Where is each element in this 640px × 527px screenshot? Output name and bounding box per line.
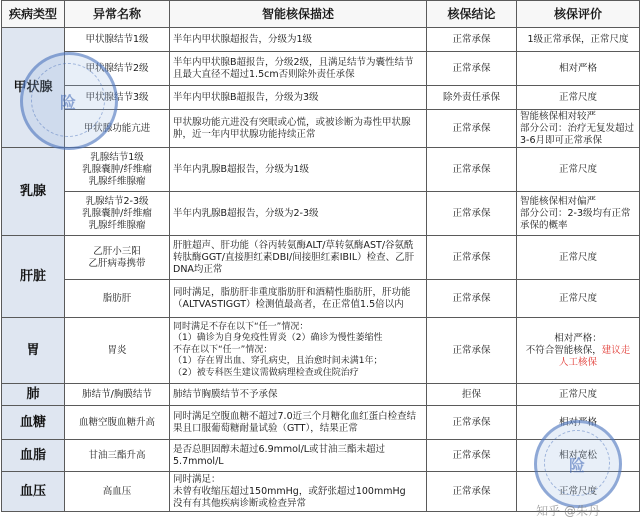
cell-conclusion: 正常承保 [427,440,517,472]
cell-conclusion: 正常承保 [427,148,517,192]
cell-eval: 相对严格 [517,52,640,86]
desc-line: （1）确诊为自身免疫性胃炎（2）确诊为慢性萎缩性 [173,333,383,344]
name-line: 乳腺结节2-3级 [85,195,149,207]
table-row [2,406,640,440]
cell-conclusion: 除外责任承保 [427,86,517,110]
table-row [2,280,640,318]
desc-line: （2）被专科医生建议需做病理检查或住院治疗 [173,367,359,378]
eval-line: 部分公司：治疗无复发超过 [520,122,635,134]
table-row [2,236,640,280]
cell-conclusion: 正常承保 [427,280,517,318]
cell-conclusion: 正常承保 [427,28,517,52]
eval-line: 承保的概率 [520,219,568,231]
cell-name: 甲状腺结节1级 [65,28,170,52]
category-glucose: 血糖 [2,406,65,440]
category-thyroid: 甲状腺 [2,28,65,148]
cell-desc: 半年内甲状腺B超报告，分级为3级 [170,86,427,110]
cell-desc: 肝脏超声、肝功能（谷丙转氨酶ALT/草转氨酶AST/谷氨酰转肽酶GGT/直接胆红素DBI/间接胆红素IBIL）检查、乙肝DNA均正常 [170,236,427,280]
cell-eval: 正常尺度 [517,472,640,512]
eval-line: 智能核保相对较严 [520,110,597,122]
cell-desc [170,472,427,512]
table-row [2,318,640,384]
eval-line: 部分公司：2-3级均有正常 [520,207,631,219]
cell-conclusion: 正常承保 [427,52,517,86]
header-description: 智能核保描述 [170,1,427,28]
table-row [2,148,640,192]
name-line: 乙肝小三阳 [93,245,141,257]
cell-conclusion: 正常承保 [427,110,517,148]
name-line: 乳腺纤维腺瘤 [88,175,146,187]
table-row [2,86,640,110]
cell-name: 高血压 [65,472,170,512]
cell-conclusion: 正常承保 [427,472,517,512]
category-stomach: 胃 [2,318,65,384]
category-pressure: 血压 [2,472,65,512]
table-row [2,52,640,86]
eval-highlight: 人工核保 [558,356,597,368]
eval-highlight: 建议走 [601,344,631,356]
table-row [2,440,640,472]
cell-eval [517,192,640,236]
cell-eval: 正常尺度 [517,148,640,192]
cell-eval [517,110,640,148]
eval-line: 3-6月即可正常承保 [520,134,603,146]
cell-desc: 半年内乳腺B超报告，分级为2-3级 [170,192,427,236]
table-row [2,472,640,512]
header-conclusion: 核保结论 [427,1,517,28]
table-row [2,192,640,236]
category-lipid: 血脂 [2,440,65,472]
seal-text: 险 [59,92,78,112]
cell-name: 甘油三酯升高 [65,440,170,472]
cell-eval [517,318,640,384]
cell-name: 血糖空腹血糖升高 [65,406,170,440]
eval-text: 不符合智能核保， [525,344,602,356]
cell-eval: 正常尺度 [517,280,640,318]
cell-name: 甲状腺结节3级 [65,86,170,110]
name-line: 乳腺囊肿/纤维瘤 [82,207,152,219]
header-evaluation: 核保评价 [517,1,640,28]
desc-line: 同时满足： [173,473,221,485]
desc-line: 同时满足不存在以下“任一”情况： [173,321,309,332]
cell-name: 甲状腺结节2级 [65,52,170,86]
cell-desc: 同时满足空腹血糖不超过7.0近三个月糖化血红蛋白检查结果且口服葡萄糖耐量试验（GTT），结果正常 [170,406,427,440]
cell-conclusion: 正常承保 [427,236,517,280]
category-breast: 乳腺 [2,148,65,236]
cell-eval: 1级正常承保，正常尺度 [517,28,640,52]
cell-desc: 半年内甲状腺超报告，分级为1级 [170,28,427,52]
table-row [2,110,640,148]
cell-name [65,148,170,192]
table-header-row [2,1,640,28]
cell-desc: 半年内甲状腺B超报告，分级2级，且满足结节为囊性结节且最大直径不超过1.5cm否则除外责任承保 [170,52,427,86]
underwriting-table [1,0,640,512]
table-row [2,28,640,52]
table-row [2,384,640,406]
cell-conclusion: 拒保 [427,384,517,406]
desc-line: 没有有其他疾病诊断或检查异常 [173,497,307,509]
cell-conclusion: 正常承保 [427,318,517,384]
cell-desc: 同时满足，脂肪肝非重度脂肪肝和酒精性脂肪肝，肝功能（ALTVASTIGGT）检测值最高者，在正常值1.5倍以内 [170,280,427,318]
watermark-text: 知乎 @朱丹 [536,504,600,518]
seal-text: 险 [568,455,587,475]
cell-desc: 肺结节胸膜结节不予承保 [170,384,427,406]
cell-desc: 是否总胆固醇未超过6.9mmol/L或甘油三酯未超过5.7mmol/L [170,440,427,472]
cell-desc: 半年内乳腺B超报告，分级为1级 [170,148,427,192]
cell-eval: 正常尺度 [517,384,640,406]
category-lung: 肺 [2,384,65,406]
cell-desc: 甲状腺功能亢进没有突眼或心慌，或被诊断为毒性甲状腺肿，近一年内甲状腺功能持续正常 [170,110,427,148]
header-category: 疾病类型 [2,1,65,28]
desc-line: 未曾有收缩压超过150mmHg，或舒张超过100mmHg [173,485,406,497]
cell-name: 甲状腺功能亢进 [65,110,170,148]
category-liver: 肝脏 [2,236,65,318]
desc-line: （1）存在胃出血、穿孔病史，且治愈时间未满1年； [173,356,383,367]
cell-eval: 相对宽松 [517,440,640,472]
name-line: 乙肝病毒携带 [88,257,146,269]
cell-name: 胃炎 [65,318,170,384]
cell-name [65,192,170,236]
cell-desc [170,318,427,384]
cell-conclusion: 正常承保 [427,192,517,236]
cell-conclusion: 正常承保 [427,406,517,440]
cell-eval: 正常尺度 [517,86,640,110]
eval-line: 相对严格： [554,332,602,344]
name-line: 乳腺结节1级 [90,151,144,163]
cell-name [65,236,170,280]
name-line: 乳腺纤维腺瘤 [88,219,146,231]
eval-line: 智能核保相对偏严 [520,195,597,207]
header-name: 异常名称 [65,1,170,28]
cell-eval: 正常尺度 [517,236,640,280]
name-line: 乳腺囊肿/纤维瘤 [82,163,152,175]
cell-name: 肺结节/胸膜结节 [65,384,170,406]
cell-name: 脂肪肝 [65,280,170,318]
cell-eval: 相对严格 [517,406,640,440]
desc-line: 不存在以下“任一”情况： [173,344,273,355]
